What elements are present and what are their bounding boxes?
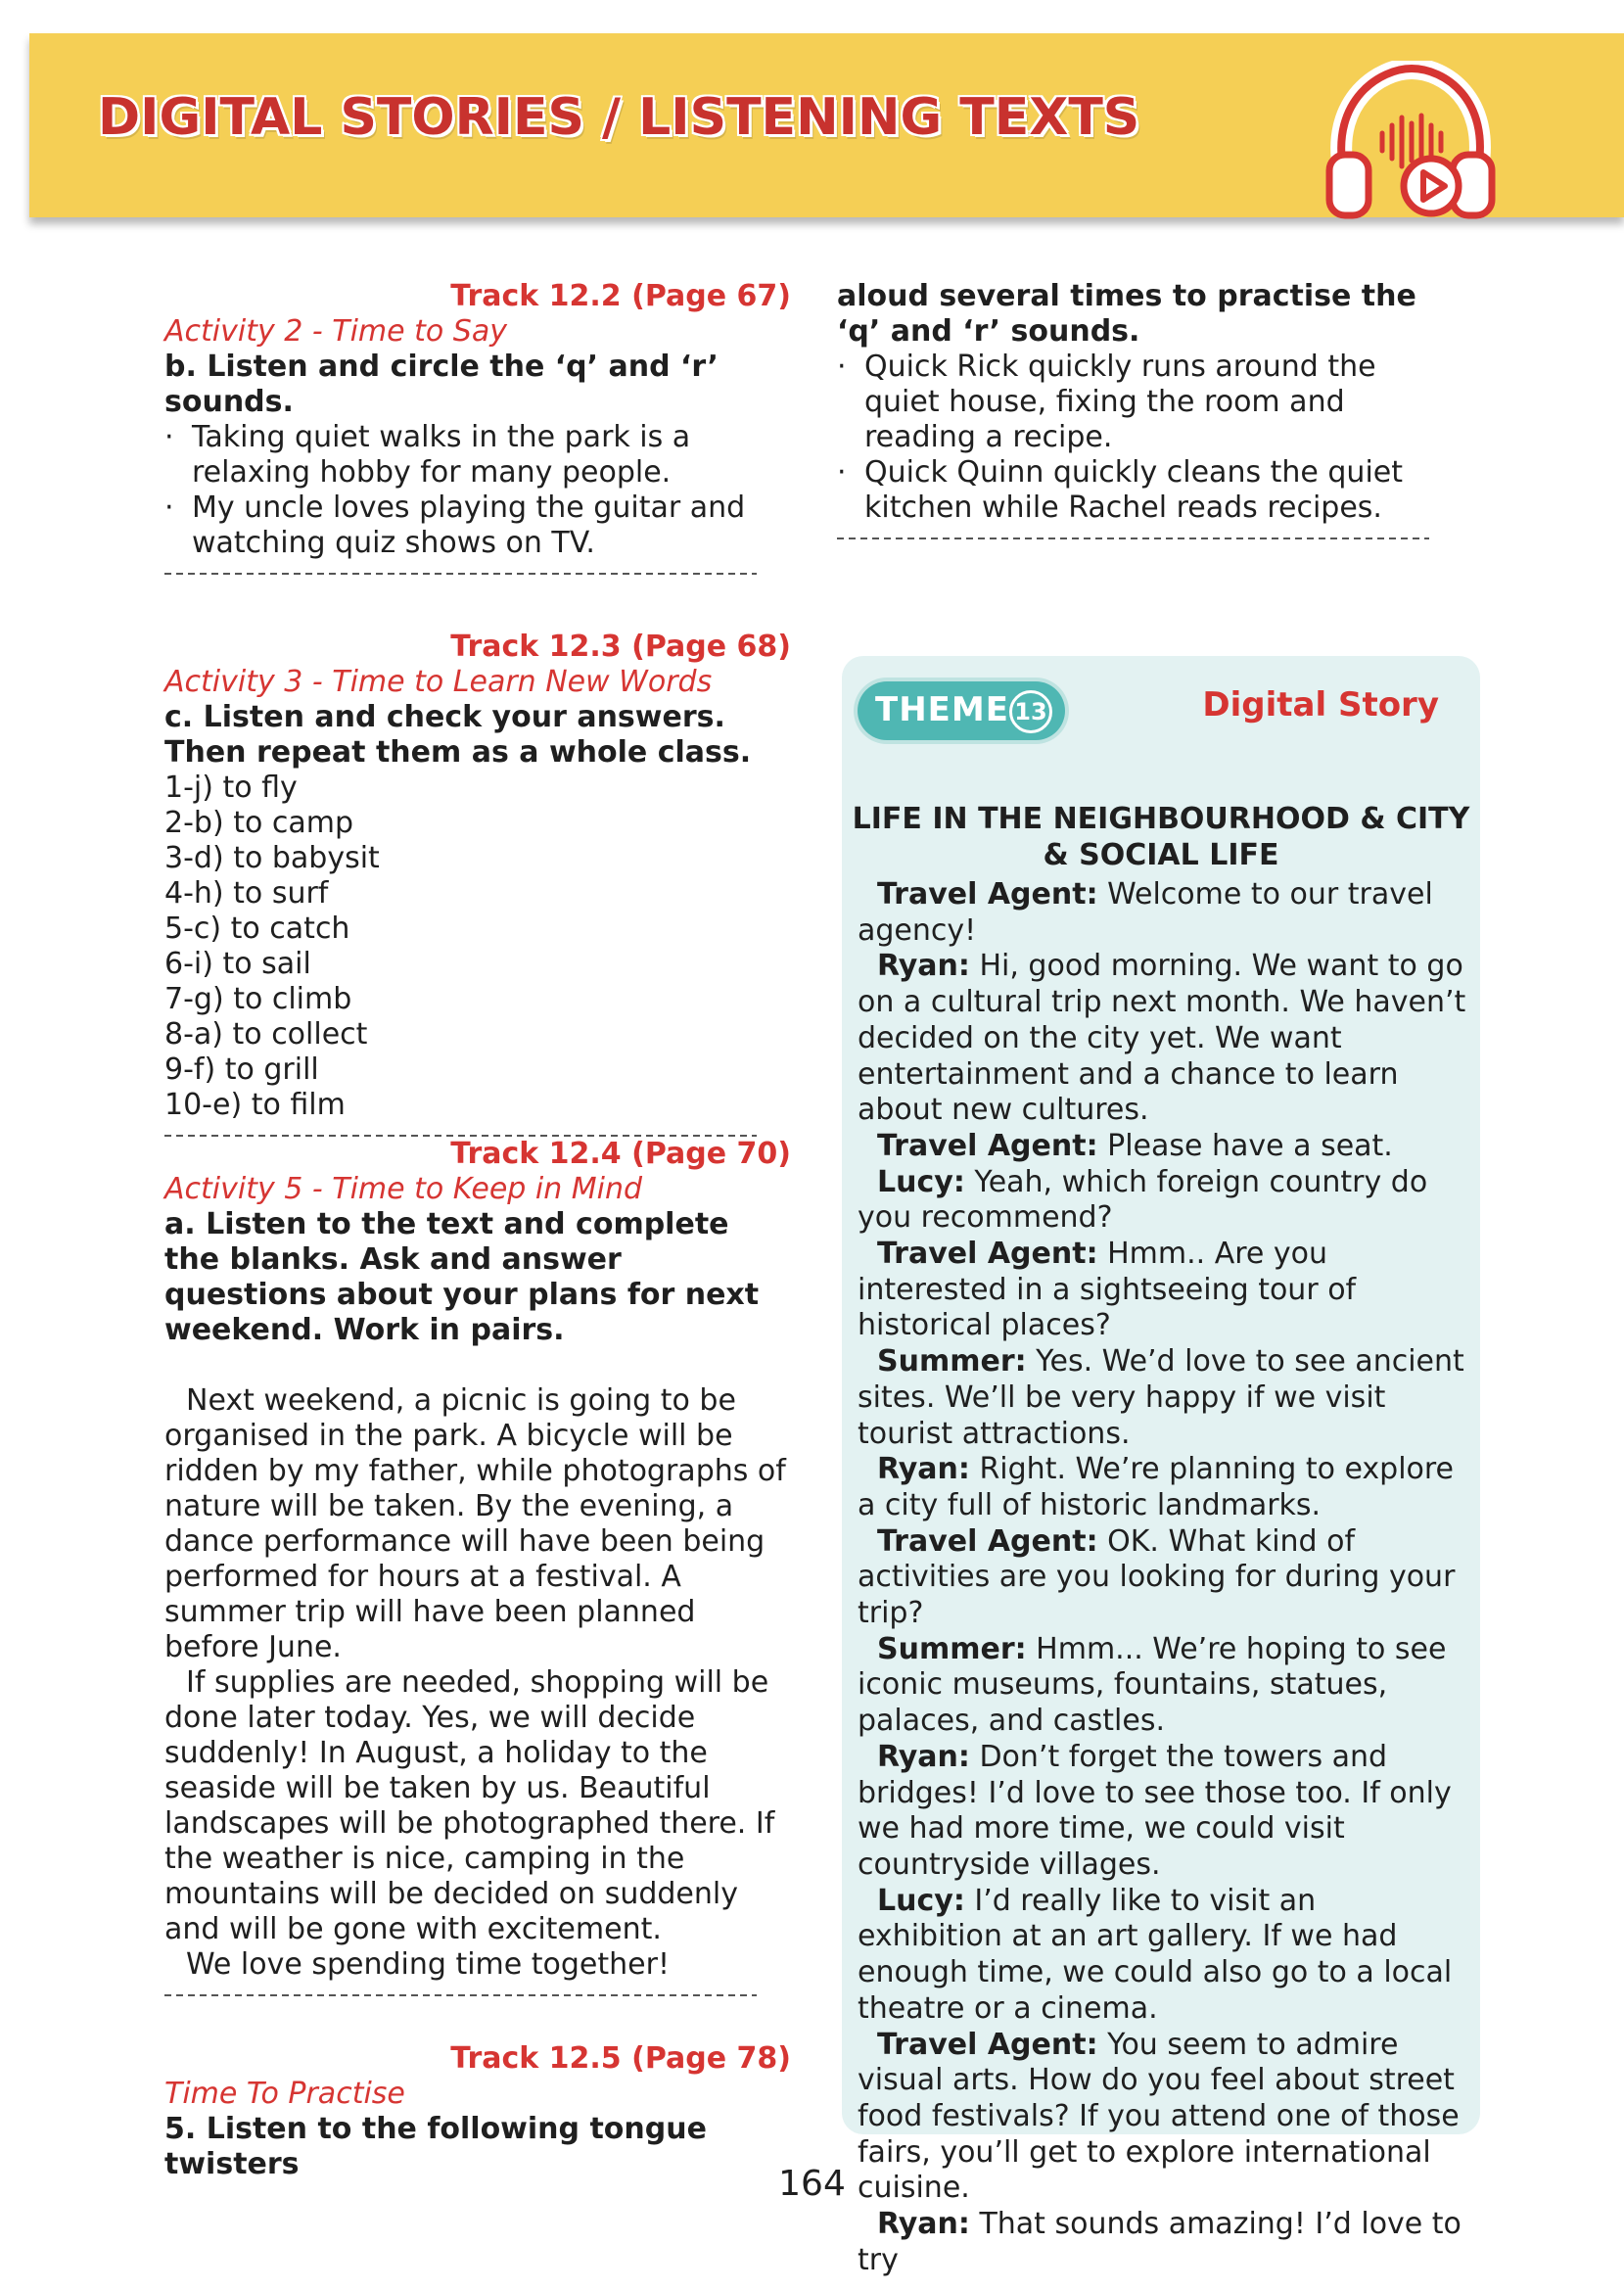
paragraph: If supplies are needed, shopping will be done later today. Yes, we will decide suddenly! In August, a holiday to the seaside will be taken by us. Beautiful landscapes will be photographed there. If the weather is nice, camping in the mountains will be decided on suddenly and will be gone with excitement.: [164, 1665, 775, 1946]
dialogue-text: Yes. We’d love to see ancient sites. We’ll be very happy if we visit tourist attractions.: [858, 1344, 1464, 1451]
speaker: Travel Agent:: [877, 2027, 1098, 2062]
digital-story-tag: Digital Story: [1202, 685, 1439, 725]
speaker: Ryan:: [877, 949, 970, 984]
track-label: Track 12.2 (Page 67): [450, 279, 791, 313]
answer-item: 2-b) to camp: [164, 806, 353, 840]
theme-badge: [858, 681, 1065, 740]
track-label: Track 12.5 (Page 78): [450, 2041, 791, 2076]
bullet-text: My uncle loves playing the guitar and watching quiz shows on TV.: [192, 491, 746, 560]
activity-title: Time To Practise: [164, 2077, 405, 2111]
page-title: DIGITAL STORIES / LISTENING TEXTS: [98, 88, 1140, 147]
dialogue-line: [858, 1740, 1469, 1884]
dialogue-line: [858, 1237, 1469, 1344]
bullet-item: · Quick Quinn quickly cleans the quiet kitchen while Rachel reads recipes.: [837, 455, 1404, 525]
theme-label: THEME: [875, 690, 1009, 729]
dashed-divider: [837, 538, 1429, 539]
dialogue-line: [858, 1632, 1469, 1740]
answer-item: 9-f) to grill: [164, 1052, 319, 1087]
dialogue-text: I’d really like to visit an exhibition at an art gallery. If we had enough time, we could also go to a local theatre or a cinema.: [858, 1883, 1453, 2026]
paragraph: We love spending time together!: [186, 1947, 670, 1982]
dialogue-line: [858, 1884, 1469, 2028]
digital-story-box: [842, 656, 1480, 2277]
instruction-continued: aloud several times to practise the ‘q’ and ‘r’ sounds.: [837, 279, 1416, 349]
speaker: Travel Agent:: [877, 1128, 1098, 1163]
dialogue-line: [858, 949, 1469, 1129]
bullet-item: · My uncle loves playing the guitar and watching quiz shows on TV.: [164, 491, 746, 560]
dialogue-text: OK. What kind of activities are you looking for during your trip?: [858, 1523, 1456, 1631]
right-column: [837, 279, 1444, 539]
left-column: [164, 279, 791, 2182]
story-heading: LIFE IN THE NEIGHBOURHOOD & CITY & SOCIAL LIFE: [852, 802, 1470, 872]
dialogue-text: Hmm... We’re hoping to see iconic museums, fountains, statues, palaces, and castles.: [858, 1631, 1447, 1739]
instruction: 5. Listen to the following tongue twisters: [164, 2112, 707, 2181]
instruction: c. Listen and check your answers. Then repeat them as a whole class.: [164, 700, 752, 770]
dialogue-line: [858, 1524, 1469, 1632]
dialogue-line: [858, 1165, 1469, 1237]
answer-item: 3-d) to babysit: [164, 841, 380, 875]
answer-item: 4-h) to surf: [164, 876, 329, 911]
story-dialogue: [858, 877, 1469, 2278]
dialogue-line: [858, 1344, 1469, 1452]
headphones-play-icon: [1322, 61, 1498, 227]
activity-title: Activity 2 - Time to Say: [164, 314, 507, 349]
paragraph: Next weekend, a picnic is going to be organised in the park. A bicycle will be ridden by my father, while photographs of nature will be taken. By the evening, a dance performance will have been being performed for hours at a festival. A summer trip will have been planned before June.: [164, 1383, 786, 1664]
page-number: 164: [778, 2164, 846, 2204]
speaker: Ryan:: [877, 2207, 970, 2242]
dialogue-text: Hi, good morning. We want to go on a cultural trip next month. We haven’t decided on the city yet. We want entertainment and a chance to learn about new cultures.: [858, 949, 1466, 1128]
dialogue-line: [858, 1129, 1469, 1165]
dialogue-line: [858, 1452, 1469, 1523]
instruction: b. Listen and circle the ‘q’ and ‘r’ sounds.: [164, 350, 719, 419]
speaker: Summer:: [877, 1631, 1027, 1666]
answer-item: 10-e) to film: [164, 1088, 346, 1122]
instruction: a. Listen to the text and complete the blanks. Ask and answer questions about your plans for next weekend. Work in pairs.: [164, 1207, 760, 1347]
answer-item: 5-c) to catch: [164, 912, 350, 946]
speaker: Lucy:: [877, 1883, 965, 1918]
dialogue-text: You seem to admire visual arts. How do you feel about street food festivals? If you attend one of those fairs, you’ll get to explore international cuisine.: [858, 2027, 1460, 2206]
dialogue-line: [858, 877, 1469, 949]
track-label: Track 12.3 (Page 68): [450, 630, 791, 664]
dialogue-line: [858, 2207, 1469, 2278]
dialogue-text: Right. We’re planning to explore a city full of historic landmarks.: [858, 1452, 1455, 1522]
bullet-text: Quick Quinn quickly cleans the quiet kitchen while Rachel reads recipes.: [864, 455, 1404, 525]
dialogue-text: Yeah, which foreign country do you recommend?: [858, 1164, 1428, 1236]
track-label: Track 12.4 (Page 70): [450, 1137, 791, 1171]
activity-title: Activity 5 - Time to Keep in Mind: [164, 1172, 643, 1206]
answer-item: 1-j) to fly: [164, 771, 298, 805]
dialogue-text: Hmm.. Are you interested in a sightseeing tour of historical places?: [858, 1237, 1357, 1343]
bullet-item: · Taking quiet walks in the park is a relaxing hobby for many people.: [164, 420, 691, 490]
speaker: Travel Agent:: [877, 1237, 1098, 1272]
activity-title: Activity 3 - Time to Learn New Words: [164, 665, 713, 699]
speaker: Summer:: [877, 1344, 1027, 1379]
dialogue-text: Don’t forget the towers and bridges! I’d love to see those too. If only we had more time, we could visit countryside villages.: [858, 1739, 1452, 1882]
answer-item: 8-a) to collect: [164, 1017, 368, 1052]
answer-item: 6-i) to sail: [164, 947, 311, 981]
speaker: Lucy:: [877, 1164, 965, 1199]
bullet-text: Taking quiet walks in the park is a relaxing hobby for many people.: [192, 420, 691, 490]
bullet-item: · Quick Rick quickly runs around the quiet house, fixing the room and reading a recipe.: [837, 350, 1376, 454]
theme-number: 13: [1009, 690, 1052, 733]
dialogue-text: Please have a seat.: [1097, 1128, 1393, 1163]
speaker: Ryan:: [877, 1739, 970, 1774]
dialogue-text: That sounds amazing! I’d love to try: [858, 2207, 1462, 2277]
speaker: Ryan:: [877, 1452, 970, 1487]
speaker: Travel Agent:: [877, 877, 1098, 912]
bullet-text: Quick Rick quickly runs around the quiet house, fixing the room and reading a recipe.: [864, 350, 1376, 454]
answer-item: 7-g) to climb: [164, 982, 352, 1016]
dialogue-text: Welcome to our travel agency!: [858, 877, 1433, 948]
speaker: Travel Agent:: [877, 1523, 1098, 1559]
